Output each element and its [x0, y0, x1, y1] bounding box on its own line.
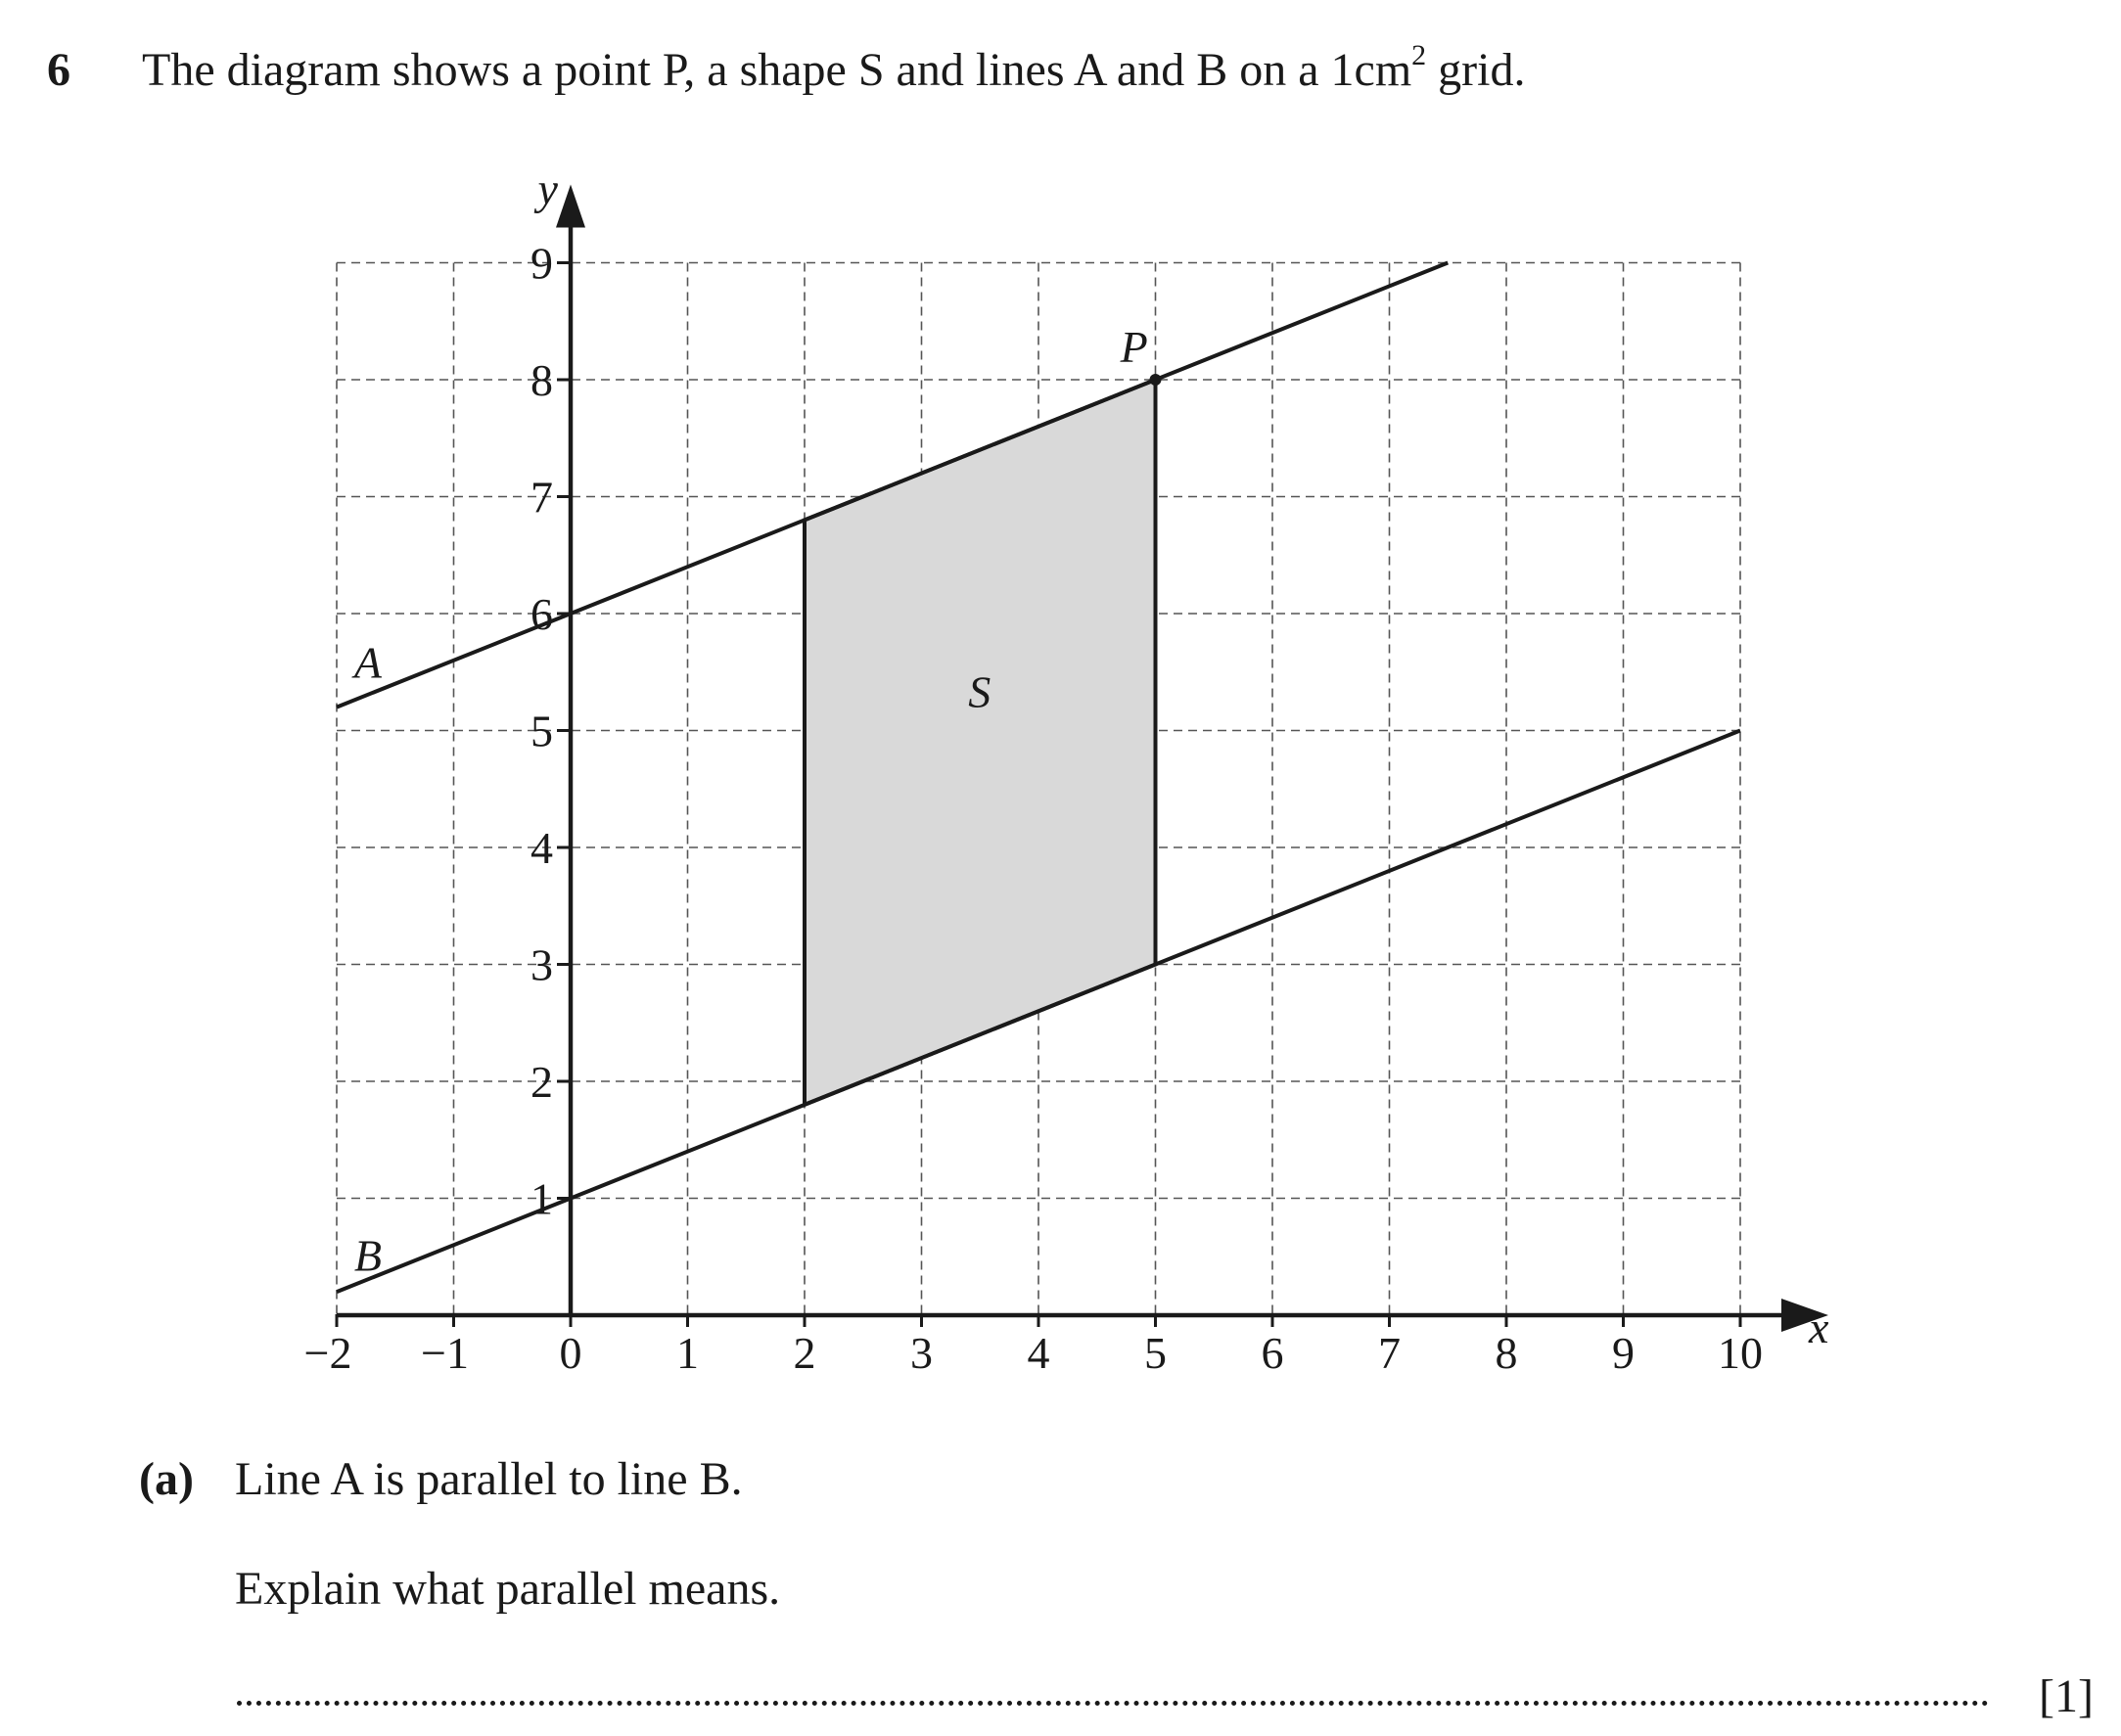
- y-tick-label: 4: [530, 823, 553, 873]
- shape-s: [805, 380, 1156, 1105]
- part-a-statement: Line A is parallel to line B.: [235, 1453, 743, 1505]
- y-tick-label: 1: [530, 1173, 553, 1224]
- point-p: [1150, 374, 1162, 386]
- y-tick-label: 6: [530, 589, 553, 639]
- x-tick-label: 0: [559, 1328, 582, 1378]
- line-b-label: B: [353, 1230, 383, 1281]
- x-tick-label: 7: [1378, 1328, 1401, 1378]
- y-tick-label: 7: [530, 472, 553, 523]
- stem-text-end: grid.: [1426, 44, 1526, 96]
- x-tick-label: 3: [910, 1328, 933, 1378]
- part-a-label: (a): [139, 1453, 194, 1505]
- x-tick-label: 10: [1718, 1328, 1763, 1378]
- point-p-label: P: [1120, 322, 1148, 373]
- y-tick-label: 9: [530, 238, 553, 289]
- shape-s-label: S: [968, 666, 991, 717]
- question-number: 6: [47, 44, 70, 96]
- x-tick-label: 1: [676, 1328, 699, 1378]
- y-tick-label: 3: [530, 939, 553, 990]
- x-tick-label: −2: [303, 1328, 352, 1378]
- stem-text: The diagram shows a point P, a shape S and lines A and B on a 1cm: [142, 44, 1412, 96]
- x-tick-label: 5: [1144, 1328, 1167, 1378]
- x-axis-label: x: [1809, 1302, 1829, 1352]
- x-tick-label: 2: [793, 1328, 816, 1378]
- x-tick-label: 9: [1612, 1328, 1635, 1378]
- y-tick-label: 2: [530, 1057, 553, 1107]
- y-tick-label: 5: [530, 706, 553, 756]
- x-tick-label: 4: [1027, 1328, 1050, 1378]
- y-tick-label: 8: [530, 355, 553, 405]
- part-a-instruction: Explain what parallel means.: [235, 1563, 781, 1615]
- y-axis-arrow: [556, 185, 585, 228]
- x-tick-label: 8: [1495, 1328, 1518, 1378]
- x-tick-label: 6: [1261, 1328, 1284, 1378]
- x-tick-label: −1: [421, 1328, 469, 1378]
- stem-superscript: 2: [1411, 39, 1427, 71]
- line-a-label: A: [353, 637, 383, 688]
- y-axis-label: y: [537, 163, 558, 214]
- answer-line[interactable]: [237, 1701, 1989, 1706]
- marks-indicator: [1]: [2039, 1670, 2094, 1722]
